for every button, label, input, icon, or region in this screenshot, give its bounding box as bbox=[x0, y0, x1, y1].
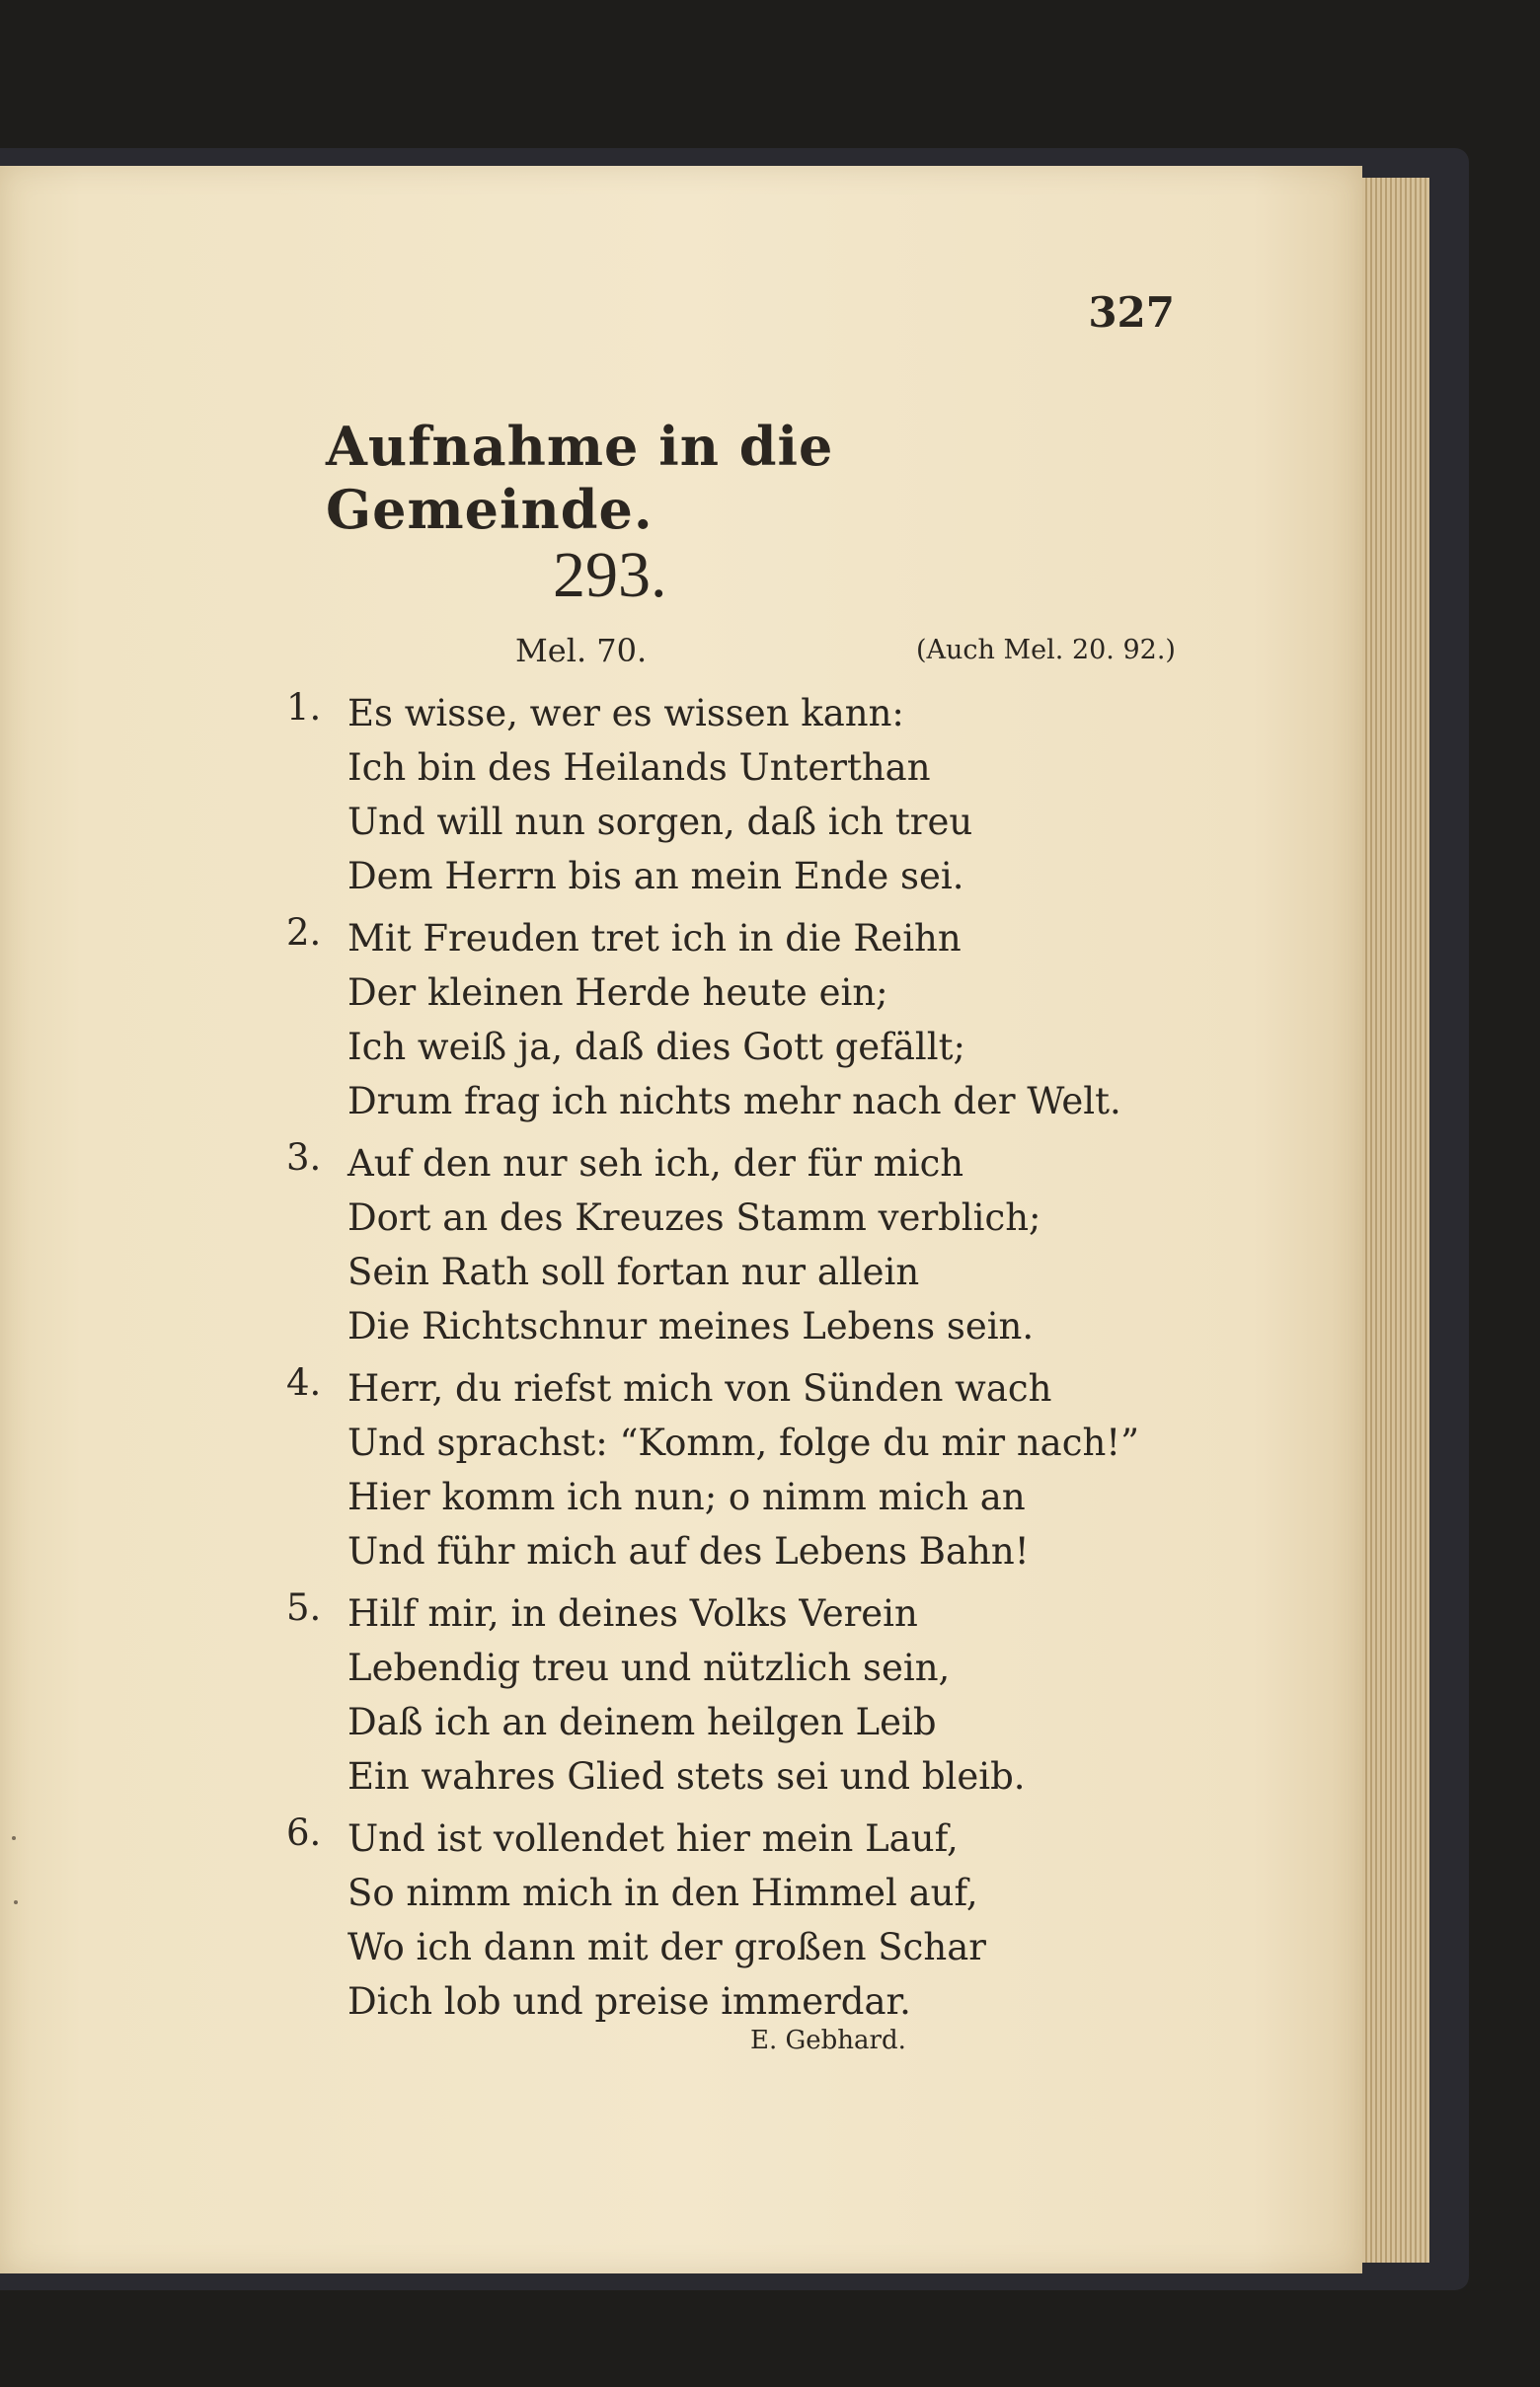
verse-number: 4. bbox=[286, 1361, 322, 1404]
alternate-melody-reference: (Auch Mel. 20. 92.) bbox=[916, 635, 1176, 665]
verse-line: Sein Rath soll fortan nur allein bbox=[347, 1251, 920, 1293]
verse-line: Es wisse, wer es wissen kann: bbox=[347, 692, 904, 734]
verse-line: Ich bin des Heilands Unterthan bbox=[347, 746, 931, 789]
verse bbox=[286, 1811, 1096, 2029]
verse-line: Mit Freuden tret ich in die Reihn bbox=[347, 917, 962, 960]
verse bbox=[286, 1586, 1096, 1804]
verse-line: Wo ich dann mit der großen Schar bbox=[347, 1926, 986, 1968]
verse-line: Und sprachst: “Komm, folge du mir nach!” bbox=[347, 1422, 1140, 1464]
verse-number: 2. bbox=[286, 911, 322, 954]
page-number: 327 bbox=[1088, 288, 1175, 337]
verse-number: 1. bbox=[286, 686, 322, 729]
verse bbox=[286, 1136, 1096, 1353]
verse bbox=[286, 686, 1096, 903]
verse-line: Ein wahres Glied stets sei und bleib. bbox=[347, 1755, 1026, 1798]
verse-line: Hier komm ich nun; o nimm mich an bbox=[347, 1476, 1026, 1518]
section-title: Aufnahme in die Gemeinde. bbox=[326, 415, 834, 541]
verse-line: Dem Herrn bis an mein Ende sei. bbox=[347, 855, 964, 897]
paper-spot bbox=[12, 1836, 16, 1840]
verse-line: Und führ mich auf des Lebens Bahn! bbox=[347, 1530, 1030, 1573]
verse-line: Ich weiß ja, daß dies Gott gefällt; bbox=[347, 1026, 965, 1068]
verse-number: 5. bbox=[286, 1586, 322, 1629]
verse-line: Und will nun sorgen, daß ich treu bbox=[347, 801, 973, 843]
verse-line: Herr, du riefst mich von Sünden wach bbox=[347, 1367, 1052, 1410]
paper-spot bbox=[14, 1900, 18, 1904]
verse-number: 6. bbox=[286, 1811, 322, 1854]
hymn-verses bbox=[286, 686, 1140, 2037]
verse-line: Lebendig treu und nützlich sein, bbox=[347, 1647, 951, 1689]
verse-line: Der kleinen Herde heute ein; bbox=[347, 971, 888, 1014]
verse-line: So nimm mich in den Himmel auf, bbox=[347, 1872, 978, 1914]
verse-line: Daß ich an deinem heilgen Leib bbox=[347, 1701, 937, 1743]
verse-line: Dort an des Kreuzes Stamm verblich; bbox=[347, 1196, 1041, 1239]
author-attribution: E. Gebhard. bbox=[750, 2026, 906, 2055]
verse-line: Die Richtschnur meines Lebens sein. bbox=[347, 1305, 1035, 1348]
verse-line: Hilf mir, in deines Volks Verein bbox=[347, 1592, 918, 1635]
verse-line: Dich lob und preise immerdar. bbox=[347, 1980, 911, 2023]
page-edges bbox=[1362, 178, 1429, 2263]
verse bbox=[286, 911, 1121, 1128]
verse-line: Und ist vollendet hier mein Lauf, bbox=[347, 1817, 959, 1860]
verse-line: Auf den nur seh ich, der für mich bbox=[347, 1142, 964, 1185]
verse-number: 3. bbox=[286, 1136, 322, 1179]
verse-line: Drum frag ich nichts mehr nach der Welt. bbox=[347, 1080, 1121, 1122]
hymn-number: 293. bbox=[553, 539, 667, 611]
melody-reference: Mel. 70. bbox=[515, 632, 648, 669]
verse bbox=[286, 1361, 1140, 1578]
